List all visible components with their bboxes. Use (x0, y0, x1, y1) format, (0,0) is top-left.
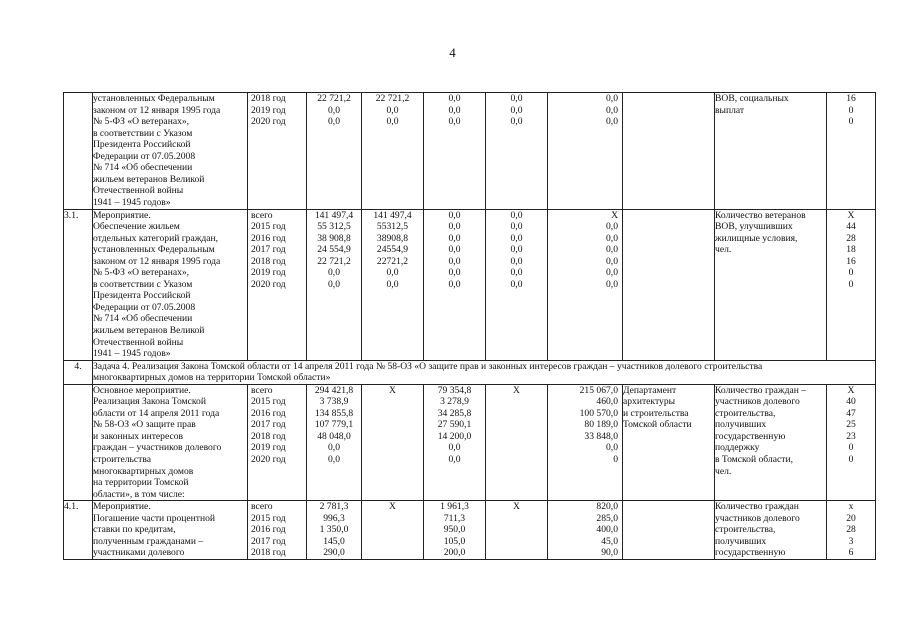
year-cell: 2017 год (251, 535, 286, 547)
year-cell: 2016 год (251, 232, 286, 244)
federal-budget-cell-column (362, 209, 424, 360)
year-cell: всего (251, 501, 273, 513)
regional-budget-cell: 0,0 (448, 255, 461, 267)
total-amount-cell: 294 421,8 (314, 384, 354, 396)
measure-name-line: Президента Российской (93, 139, 191, 151)
federal-budget-cell (362, 419, 423, 431)
measure-row (64, 384, 876, 501)
local-budget-cell (486, 396, 547, 408)
executor (623, 93, 715, 210)
extrabudget-cell-column (548, 501, 623, 560)
extrabudget-cell: 0,0 (606, 104, 618, 116)
federal-budget-cell-column (362, 384, 424, 501)
total-amount-cell-column (307, 209, 362, 360)
measure-row (64, 501, 876, 560)
measure-name-line: Мероприятие. (93, 501, 151, 513)
federal-budget-cell: 22 721,2 (375, 93, 410, 104)
indicator-line: получивших (715, 419, 767, 431)
measure-name-line: и законных интересов (93, 430, 184, 442)
regional-budget-cell: 3 278,9 (440, 396, 469, 408)
total-amount-cell: 0,0 (328, 116, 340, 128)
local-budget-cell-column (486, 209, 548, 360)
local-budget-cell: 0,0 (510, 244, 523, 256)
row-number: 4.1. (64, 501, 93, 560)
executor-line: Томской области (623, 419, 692, 431)
extrabudget-cell: 0,0 (606, 232, 618, 244)
local-budget-cell (486, 454, 547, 466)
local-budget-cell: 0,0 (510, 104, 523, 116)
measure-name-line: отдельных категорий граждан, (93, 232, 219, 244)
year-cell: 2017 год (251, 419, 286, 431)
measure-name-line: № 714 «Об обеспечении (93, 313, 193, 325)
regional-budget-cell: 0,0 (448, 442, 461, 454)
federal-budget-cell: X (389, 501, 396, 513)
year-cell: 2020 год (251, 278, 286, 290)
regional-budget-cell: 79 354,8 (437, 384, 472, 396)
measure-name-line: № 58-ОЗ «О защите прав (93, 419, 196, 431)
local-budget-cell (486, 408, 547, 420)
regional-budget-cell: 0,0 (448, 93, 461, 104)
measure-name-line: Отечественной войны (93, 336, 184, 348)
federal-budget-cell: 22721,2 (376, 255, 409, 267)
local-budget-cell (486, 547, 547, 559)
indicator-name (715, 501, 827, 560)
measure-name-line: № 714 «Об обеспечении (93, 162, 193, 174)
federal-budget-cell (362, 513, 423, 525)
executor-line: Департамент (623, 384, 677, 396)
total-amount-cell: 38 908,8 (317, 232, 351, 244)
row-number (64, 93, 93, 210)
total-amount-cell: 22 721,2 (317, 93, 351, 104)
indicator-value: 0 (848, 442, 854, 454)
federal-budget-cell-column (362, 93, 424, 210)
local-budget-cell: 0,0 (510, 255, 523, 267)
measure-name-line: Погашение части процентной (93, 512, 216, 524)
extrabudget-cell: 0,0 (606, 116, 618, 128)
indicator-value: 47 (846, 407, 856, 419)
indicator-line: участников долевого (715, 512, 800, 524)
local-budget-cell: 0,0 (510, 267, 523, 279)
measure-name-line: многоквартирных домов (93, 465, 194, 477)
regional-budget-cell: 200,0 (443, 547, 466, 559)
total-amount-cell: 290,0 (323, 547, 345, 559)
indicator-value: 0 (848, 116, 854, 128)
measure-name-line: на территории Томской (93, 477, 189, 489)
local-budget-cell (486, 442, 547, 454)
indicator-value: 0 (848, 267, 854, 279)
federal-budget-cell: 0,0 (386, 278, 399, 290)
indicator-line: строительства, (715, 407, 776, 419)
measure-name (93, 209, 248, 360)
executor-line: архитектуры (623, 396, 676, 408)
indicator-line: Количество граждан – (715, 384, 807, 396)
year-cell: 2019 год (251, 442, 286, 454)
year-cell: 2016 год (251, 407, 286, 419)
task-title-line: Задача 4. Реализация Закона Томской области от 14 апреля 2011 года № 58-ОЗ «О защите прав и законных интересов граждан – участников долевого строительства (93, 360, 763, 372)
total-amount-cell: 48 048,0 (317, 430, 351, 442)
total-amount-cell: 996,3 (323, 512, 345, 524)
indicator-value: 28 (846, 232, 856, 244)
indicator-value: 3 (848, 535, 854, 547)
regional-budget-cell: 0,0 (448, 104, 461, 116)
extrabudget-cell: 90,0 (601, 547, 618, 559)
indicator-value: 0 (848, 454, 854, 466)
regional-budget-cell: 0,0 (448, 278, 461, 290)
local-budget-cell (486, 431, 547, 443)
extrabudget-cell: 100 570,0 (579, 407, 618, 419)
total-amount-cell: 107 779,1 (314, 419, 354, 431)
extrabudget-cell-column (548, 384, 623, 501)
local-budget-cell: 0,0 (510, 278, 523, 290)
measure-name-line: граждан – участников долевого (93, 442, 222, 454)
extrabudget-cell: X (611, 209, 618, 221)
year-cell-column (248, 209, 307, 360)
extrabudget-cell: 0,0 (606, 93, 618, 104)
extrabudget-cell: 460,0 (596, 396, 618, 408)
indicator-value: 25 (846, 419, 856, 431)
indicator-value: 0 (848, 278, 854, 290)
extrabudget-cell: 0,0 (606, 221, 618, 233)
measure-name-line: области», в том числе: (93, 488, 185, 500)
measure-name-line: 1941 – 1945 годов» (93, 348, 171, 360)
indicator-line: ВОВ, социальных (715, 93, 789, 104)
regional-budget-cell: 14 200,0 (437, 430, 472, 442)
indicator-value: 23 (846, 430, 856, 442)
indicator-line: в Томской области, (715, 454, 793, 466)
indicator-value: 6 (848, 547, 854, 559)
total-amount-cell: 1 350,0 (319, 524, 349, 536)
year-cell: всего (251, 384, 273, 396)
row-number (64, 384, 93, 501)
measure-name (93, 384, 248, 501)
regional-budget-cell: 950,0 (443, 524, 466, 536)
local-budget-cell (486, 513, 547, 525)
regional-budget-cell: 34 285,8 (437, 407, 472, 419)
federal-budget-cell: 55312,5 (376, 221, 409, 233)
indicator-value: X (847, 209, 855, 221)
year-cell: 2018 год (251, 430, 286, 442)
extrabudget-cell: 0,0 (606, 267, 618, 279)
measure-name-line: в соответствии с Указом (93, 127, 193, 139)
measure-name-line: строительства (93, 454, 152, 466)
federal-budget-cell-column (362, 501, 424, 560)
local-budget-cell-column (486, 501, 548, 560)
year-cell: 2020 год (251, 454, 286, 466)
measure-name-line: Федерации от 07.05.2008 (93, 150, 196, 162)
local-budget-cell-column (486, 93, 548, 210)
measure-row (64, 209, 876, 360)
indicator-line: получивших (715, 535, 767, 547)
federal-budget-cell (362, 536, 423, 548)
measure-name-line: жильем ветеранов Великой (93, 173, 205, 185)
measure-name-line: в соответствии с Указом (93, 278, 193, 290)
local-budget-cell: 0,0 (510, 116, 523, 128)
extrabudget-cell: 0 (613, 454, 618, 466)
indicator-line: Количество ветеранов (715, 209, 806, 221)
task-row (64, 360, 876, 384)
indicator-value: 18 (846, 244, 856, 256)
total-amount-cell-column (307, 501, 362, 560)
total-amount-cell: 24 554,9 (317, 244, 351, 256)
indicator-value: 0 (848, 104, 854, 116)
measure-name-line: области от 14 апреля 2011 года (93, 407, 220, 419)
task-title (93, 360, 876, 384)
measure-name-line: Отечественной войны (93, 185, 184, 197)
total-amount-cell-column (307, 384, 362, 501)
total-amount-cell: 145,0 (323, 535, 345, 547)
total-amount-cell: 0,0 (328, 442, 340, 454)
year-cell: 2015 год (251, 221, 286, 233)
extrabudget-cell: 215 067,0 (579, 384, 618, 396)
indicator-value: 16 (846, 255, 856, 267)
regional-budget-cell-column (424, 384, 486, 501)
measure-name-line: участниками долевого (93, 547, 185, 559)
executor-line: и строительства (623, 407, 689, 419)
measure-name-line: Обеспечение жильем (93, 221, 180, 233)
executor (623, 209, 715, 360)
indicator-line: чел. (715, 244, 732, 256)
extrabudget-cell: 285,0 (596, 512, 618, 524)
indicator-line: жилищные условия, (715, 232, 798, 244)
year-cell-column (248, 501, 307, 560)
extrabudget-cell: 820,0 (596, 501, 618, 513)
year-cell: 2015 год (251, 396, 286, 408)
indicator-value: X (847, 384, 855, 396)
federal-budget-cell (362, 442, 423, 454)
regional-budget-cell: 27 590,1 (437, 419, 472, 431)
regional-budget-cell-column (424, 209, 486, 360)
indicator-line: участников долевого (715, 396, 800, 408)
indicator-name (715, 93, 827, 210)
indicator-line: государственную (715, 547, 786, 559)
measure-name-line: установленных Федеральным (93, 244, 215, 256)
indicator-line: строительства, (715, 524, 776, 536)
regional-budget-cell: 0,0 (448, 244, 461, 256)
executor (623, 501, 715, 560)
local-budget-cell (486, 536, 547, 548)
federal-budget-cell (362, 431, 423, 443)
local-budget-cell: X (513, 384, 520, 396)
regional-budget-cell: 0,0 (448, 232, 461, 244)
extrabudget-cell: 45,0 (601, 535, 618, 547)
regional-budget-cell: 0,0 (448, 454, 461, 466)
row-number: 4. (64, 360, 93, 384)
measure-name-line: № 5-ФЗ «О ветеранах», (93, 267, 190, 279)
measure-name-line: Мероприятие. (93, 209, 151, 221)
extrabudget-cell-column (548, 209, 623, 360)
year-cell: 2018 год (251, 93, 286, 104)
measure-name (93, 501, 248, 560)
federal-budget-cell: 0,0 (386, 116, 399, 128)
indicator-value: 28 (846, 524, 856, 536)
federal-budget-cell (362, 547, 423, 559)
local-budget-cell-column (486, 384, 548, 501)
total-amount-cell: 141 497,4 (314, 209, 354, 221)
year-cell: 2017 год (251, 244, 286, 256)
local-budget-cell: 0,0 (510, 209, 523, 221)
measure-name-line: жильем ветеранов Великой (93, 324, 205, 336)
measure-name-line: установленных Федеральным (93, 93, 215, 104)
measure-name-line: законом от 12 января 1995 года (93, 104, 221, 116)
measure-name-line: Федерации от 07.05.2008 (93, 301, 196, 313)
federal-budget-cell (362, 524, 423, 536)
federal-budget-cell (362, 454, 423, 466)
measure-name-line: № 5-ФЗ «О ветеранах», (93, 116, 190, 128)
measure-name (93, 93, 248, 210)
year-cell: всего (251, 209, 273, 221)
extrabudget-cell: 0,0 (606, 442, 618, 454)
regional-budget-cell: 1 961,3 (440, 501, 469, 513)
total-amount-cell: 22 721,2 (317, 255, 351, 267)
regional-budget-cell: 0,0 (448, 221, 461, 233)
extrabudget-cell-column (548, 93, 623, 210)
extrabudget-cell: 0,0 (606, 244, 618, 256)
year-cell: 2020 год (251, 116, 286, 128)
federal-budget-cell: 0,0 (386, 104, 399, 116)
indicator-value: x (848, 501, 854, 513)
total-amount-cell: 0,0 (328, 104, 340, 116)
local-budget-cell: X (513, 501, 520, 513)
indicator-name (715, 209, 827, 360)
measure-name-line: законом от 12 января 1995 года (93, 255, 221, 267)
total-amount-cell: 2 781,3 (319, 501, 349, 513)
indicator-value: 20 (846, 512, 856, 524)
page-number: 4 (449, 45, 456, 60)
indicator-line: чел. (715, 465, 732, 477)
extrabudget-cell: 400,0 (596, 524, 618, 536)
total-amount-cell: 3 738,9 (319, 396, 349, 408)
indicator-line: Количество граждан (715, 501, 799, 513)
federal-budget-cell: 38908,8 (376, 232, 409, 244)
federal-budget-cell: 24554,9 (376, 244, 409, 256)
regional-budget-cell: 0,0 (448, 209, 461, 221)
measure-name-line: полученным гражданами – (93, 535, 204, 547)
task-title-line: многоквартирных домов на территории Томской области» (93, 372, 331, 384)
extrabudget-cell: 33 848,0 (584, 430, 618, 442)
federal-budget-cell: 141 497,4 (373, 209, 412, 221)
year-cell-column (248, 384, 307, 501)
indicator-line: государственную (715, 430, 786, 442)
extrabudget-cell: 0,0 (606, 255, 618, 267)
local-budget-cell: 0,0 (510, 221, 523, 233)
local-budget-cell (486, 419, 547, 431)
local-budget-cell: 0,0 (510, 232, 523, 244)
year-cell: 2015 год (251, 512, 286, 524)
regional-budget-cell: 711,3 (443, 512, 466, 524)
year-cell: 2018 год (251, 547, 286, 559)
indicator-value: 16 (846, 93, 856, 104)
year-cell: 2019 год (251, 267, 286, 279)
indicator-line: ВОВ, улучшивших (715, 221, 793, 233)
federal-budget-cell (362, 396, 423, 408)
regional-budget-cell: 0,0 (448, 267, 461, 279)
measure-name-line: ставки по кредитам, (93, 524, 176, 536)
federal-budget-cell (362, 408, 423, 420)
indicator-value-column (827, 384, 876, 501)
total-amount-cell: 134 855,8 (314, 407, 354, 419)
federal-budget-cell: 0,0 (386, 267, 399, 279)
regional-budget-cell-column (424, 501, 486, 560)
row-number: 3.1. (64, 209, 93, 360)
indicator-value: 40 (846, 396, 856, 408)
indicator-value-column (827, 93, 876, 210)
indicator-name (715, 384, 827, 501)
measure-name-line: 1941 – 1945 годов» (93, 196, 171, 208)
indicator-line: выплат (715, 104, 745, 116)
indicator-value-column (827, 501, 876, 560)
regional-budget-cell: 105,0 (443, 535, 466, 547)
indicator-value-column (827, 209, 876, 360)
year-cell-column (248, 93, 307, 210)
year-cell: 2019 год (251, 104, 286, 116)
total-amount-cell: 0,0 (328, 454, 340, 466)
year-cell: 2018 год (251, 255, 286, 267)
program-measures-table (63, 92, 876, 560)
executor (623, 384, 715, 501)
local-budget-cell (486, 524, 547, 536)
regional-budget-cell: 0,0 (448, 116, 461, 128)
regional-budget-cell-column (424, 93, 486, 210)
measure-name-line: Президента Российской (93, 290, 191, 302)
indicator-line: поддержку (715, 442, 760, 454)
year-cell: 2016 год (251, 524, 286, 536)
local-budget-cell: 0,0 (510, 93, 523, 104)
total-amount-cell: 0,0 (328, 278, 340, 290)
total-amount-cell: 55 312,5 (317, 221, 351, 233)
measure-row (64, 93, 876, 210)
federal-budget-cell: X (389, 384, 396, 396)
total-amount-cell-column (307, 93, 362, 210)
total-amount-cell: 0,0 (328, 267, 340, 279)
extrabudget-cell: 0,0 (606, 278, 618, 290)
measure-name-line: Реализация Закона Томской (93, 396, 206, 408)
indicator-value: 44 (846, 221, 856, 233)
extrabudget-cell: 80 189,0 (584, 419, 618, 431)
measure-name-line: Основное мероприятие. (93, 384, 191, 396)
